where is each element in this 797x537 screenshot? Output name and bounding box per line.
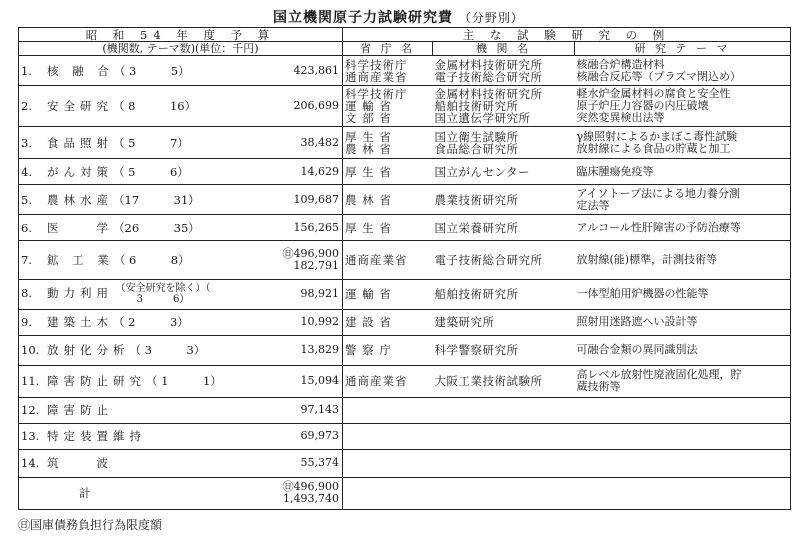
institute-line: 農業技術研究所 <box>434 192 519 207</box>
amount-cell <box>247 279 343 309</box>
amount-line: ㊐496,900 <box>282 246 340 260</box>
row-number: 14. <box>21 456 40 471</box>
institute-cell <box>433 365 575 397</box>
theme-cell <box>575 159 791 185</box>
theme-line: 蔵技術等 <box>576 380 621 394</box>
row-number: 13. <box>21 429 40 444</box>
field-cell <box>19 309 247 335</box>
field-cell <box>19 159 247 185</box>
ministry-cell <box>343 185 433 215</box>
theme-line: アイソトープ法による地力養分測 <box>576 186 740 200</box>
ministry-line: 農 林 省 <box>345 141 392 156</box>
empty-cell <box>575 477 791 509</box>
theme-line: γ線照射によるかまぼこ毒性試験 <box>576 129 738 143</box>
ministry-line: 科学技術庁 <box>345 57 408 72</box>
table-row <box>19 423 791 449</box>
table-row <box>19 365 791 397</box>
amount-line: 55,374 <box>300 456 340 470</box>
institute-line: 金属材料技術研究所 <box>434 87 543 102</box>
table-row <box>19 240 791 279</box>
field-cell <box>19 215 247 241</box>
institute-line: 電子技術総合研究所 <box>434 69 543 84</box>
theme-cell <box>575 86 791 127</box>
row-number: 9. <box>21 315 32 330</box>
theme-line: 照射用迷路遮へい設計等 <box>576 315 698 329</box>
ministry-line: 厚 生 省 <box>345 220 392 235</box>
empty-cell <box>433 477 575 509</box>
field-count: （安全研究を除く）（ 3 6） <box>115 283 211 306</box>
amount-line: 38,482 <box>300 135 340 149</box>
institute-line: 大阪工業技術試験所 <box>434 374 543 389</box>
table-row <box>19 86 791 127</box>
field-name: 食品照射 <box>47 135 113 150</box>
field-count: （ 5 6） <box>113 164 189 179</box>
theme-line: 核融合炉構造材料 <box>576 57 665 71</box>
theme-cell <box>575 309 791 335</box>
amount-line: 98,921 <box>300 287 340 301</box>
ministry-cell <box>343 398 433 424</box>
row-number: 7. <box>21 252 32 267</box>
ministry-line: 厚 生 省 <box>345 164 392 179</box>
theme-cell <box>575 398 791 424</box>
institute-cell <box>433 309 575 335</box>
ministry-line: 文 部 省 <box>345 111 392 126</box>
institute-line: 国立がんセンター <box>434 164 531 179</box>
amount-line: 423,861 <box>293 63 340 77</box>
table-row <box>19 335 791 365</box>
theme-cell <box>575 335 791 365</box>
theme-line: 原子炉圧力容器の内圧破壊 <box>576 99 709 113</box>
ministry-line: 通商産業省 <box>345 69 408 84</box>
institute-line: 科学警察研究所 <box>434 343 519 358</box>
document-title <box>0 7 797 27</box>
row-number: 6. <box>21 220 32 235</box>
ministry-line: 農 林 省 <box>345 192 392 207</box>
field-name: 建築土木 <box>47 315 113 330</box>
theme-line: 軽水炉金属材料の腐食と安全性 <box>576 87 731 101</box>
amount-line: 14,629 <box>300 164 340 178</box>
table-body <box>19 56 791 510</box>
ministry-cell <box>343 215 433 241</box>
institute-cell <box>433 279 575 309</box>
ministry-cell <box>343 240 433 279</box>
total-amount-line: 1,493,740 <box>283 492 340 506</box>
subtitle-text: （分野別） <box>458 11 524 25</box>
ministry-line: 建 設 省 <box>345 315 392 330</box>
theme-line: 一体型舶用炉機器の性能等 <box>576 287 709 301</box>
ministry-cell <box>343 126 433 158</box>
amount-cell <box>247 86 343 127</box>
field-count: （ 2 3） <box>113 315 189 330</box>
theme-line: 臨床腫瘍免疫等 <box>576 164 654 178</box>
theme-cell <box>575 56 791 86</box>
theme-line: 核融合反応等（プラズマ閉込め） <box>576 69 741 83</box>
field-name: 農林水産 <box>47 192 113 207</box>
table-row <box>19 185 791 215</box>
theme-cell <box>575 215 791 241</box>
institute-line: 国立衛生試験所 <box>434 129 519 144</box>
institute-line: 電子技術総合研究所 <box>434 252 543 267</box>
amount-line: 15,094 <box>300 374 340 388</box>
theme-line: 高レベル放射性廃液固化処理，貯 <box>576 368 742 382</box>
amount-line: 206,699 <box>293 99 340 113</box>
amount-line: 109,687 <box>293 192 340 206</box>
ministry-line: 運 輸 省 <box>345 99 392 114</box>
theme-cell <box>575 240 791 279</box>
field-count: （17 31） <box>113 192 200 207</box>
row-number: 12. <box>21 403 40 418</box>
table-row <box>19 309 791 335</box>
header-examples: 主 な 試 験 研 究 の 例 <box>343 28 791 42</box>
institute-cell <box>433 86 575 127</box>
institute-line: 船舶技術研究所 <box>434 287 519 302</box>
amount-cell <box>247 335 343 365</box>
institute-cell <box>433 398 575 424</box>
theme-cell <box>575 423 791 449</box>
ministry-line: 通商産業省 <box>345 252 408 267</box>
theme-line: 定法等 <box>576 198 610 212</box>
institute-line: 建築研究所 <box>434 315 495 330</box>
theme-cell <box>575 279 791 309</box>
institute-cell <box>433 449 575 477</box>
field-cell <box>19 279 247 309</box>
table-row <box>19 398 791 424</box>
field-cell <box>19 86 247 127</box>
table-row <box>19 56 791 86</box>
field-cell <box>19 335 247 365</box>
theme-line: 放射線による食品の貯蔵と加工 <box>576 141 731 155</box>
theme-cell <box>575 126 791 158</box>
row-number: 1. <box>21 63 32 78</box>
field-cell <box>19 185 247 215</box>
row-number: 3. <box>21 135 32 150</box>
amount-line: 13,829 <box>300 343 340 357</box>
amount-line: 182,791 <box>293 258 340 272</box>
amount-line: 10,992 <box>300 315 340 329</box>
theme-cell <box>575 365 791 397</box>
field-count: （ 3 5） <box>113 63 190 78</box>
field-cell <box>19 126 247 158</box>
theme-line: 突然変異検出法等 <box>576 111 665 125</box>
institute-cell <box>433 215 575 241</box>
field-cell <box>19 365 247 397</box>
ministry-cell <box>343 365 433 397</box>
institute-cell <box>433 423 575 449</box>
amount-cell <box>247 126 343 158</box>
ministry-cell <box>343 335 433 365</box>
table-row <box>19 159 791 185</box>
institute-line: 国立遺伝学研究所 <box>434 111 531 126</box>
field-cell <box>19 423 247 449</box>
field-name: がん対策 <box>47 164 113 179</box>
field-name: 核 融 合 <box>47 63 114 78</box>
institute-cell <box>433 185 575 215</box>
ministry-cell <box>343 449 433 477</box>
ministry-line: 厚 生 省 <box>345 129 392 144</box>
field-count: （ 6 8） <box>113 252 190 267</box>
amount-cell <box>247 423 343 449</box>
theme-line: アルコール性肝障害の予防治療等 <box>576 220 741 234</box>
total-amount <box>247 477 343 509</box>
ministry-cell <box>343 279 433 309</box>
ministry-line: 通商産業省 <box>345 374 408 389</box>
table-row <box>19 126 791 158</box>
table-row <box>19 279 791 309</box>
row-number: 4. <box>21 164 32 179</box>
theme-cell <box>575 185 791 215</box>
field-name: 筑 波 <box>47 456 113 471</box>
institute-cell <box>433 335 575 365</box>
institute-line: 国立栄養研究所 <box>434 220 519 235</box>
field-count: （ 3 3） <box>129 343 206 358</box>
ministry-line: 科学技術庁 <box>345 87 408 102</box>
title-text: 国立機関原子力試験研究費 <box>273 10 454 26</box>
row-number: 8. <box>21 286 32 301</box>
amount-cell <box>247 56 343 86</box>
budget-table <box>18 27 791 510</box>
theme-line: 放射線(能)標準，計測技術等 <box>576 252 718 266</box>
institute-cell <box>433 159 575 185</box>
footnote: ㊐国庫債務負担行為限度額 <box>18 518 163 532</box>
header-ministry: 省 庁 名 <box>343 42 433 56</box>
row-number: 5. <box>21 192 32 207</box>
field-name: 特定装置維持 <box>47 429 146 444</box>
field-name: 医 学 <box>47 220 113 235</box>
ministry-line: 警 察 庁 <box>345 343 392 358</box>
amount-cell <box>247 240 343 279</box>
field-name: 障害防止研究 <box>47 374 146 389</box>
field-cell <box>19 56 247 86</box>
institute-cell <box>433 56 575 86</box>
row-number: 10. <box>21 343 40 358</box>
amount-cell <box>247 449 343 477</box>
total-row <box>19 477 791 509</box>
ministry-cell <box>343 86 433 127</box>
institute-line: 金属材料技術研究所 <box>434 57 543 72</box>
total-label: 計 <box>19 477 247 509</box>
field-cell <box>19 240 247 279</box>
field-name: 障害防止 <box>47 403 113 418</box>
amount-cell <box>247 159 343 185</box>
amount-line: 97,143 <box>300 403 340 417</box>
institute-line: 食品総合研究所 <box>434 141 519 156</box>
header-institute: 機 関 名 <box>433 42 575 56</box>
header-theme: 研 究 テ ー マ <box>575 42 791 56</box>
amount-line: 69,973 <box>300 429 340 443</box>
field-count: （ 5 7） <box>113 135 189 150</box>
amount-cell <box>247 398 343 424</box>
field-cell <box>19 449 247 477</box>
field-count: （26 35） <box>113 220 200 235</box>
field-count: （ 1 1） <box>146 374 222 389</box>
table-row <box>19 449 791 477</box>
amount-cell <box>247 309 343 335</box>
theme-cell <box>575 449 791 477</box>
amount-cell <box>247 365 343 397</box>
ministry-cell <box>343 159 433 185</box>
header-row-2 <box>19 42 791 56</box>
field-name: 安全研究 <box>47 99 113 114</box>
amount-cell <box>247 215 343 241</box>
header-budget: 昭 和 54 年 度 予 算 <box>19 28 343 42</box>
field-name: 動力利用 <box>47 286 113 301</box>
empty-cell <box>343 477 433 509</box>
row-number: 2. <box>21 99 32 114</box>
field-cell <box>19 398 247 424</box>
theme-line: 可融合金類の異同識別法 <box>576 343 698 357</box>
ministry-cell <box>343 309 433 335</box>
ministry-cell <box>343 56 433 86</box>
institute-cell <box>433 240 575 279</box>
field-name: 鉱 工 業 <box>47 252 114 267</box>
ministry-line: 運 輸 省 <box>345 287 392 302</box>
header-units: (機関数, テーマ数)(単位：千円) <box>19 42 343 56</box>
ministry-cell <box>343 423 433 449</box>
header-row-1 <box>19 28 791 42</box>
amount-line: 156,265 <box>293 220 340 234</box>
institute-line: 船舶技術研究所 <box>434 99 519 114</box>
table-row <box>19 215 791 241</box>
amount-cell <box>247 185 343 215</box>
field-name: 放射化分析 <box>47 343 130 358</box>
row-number: 11. <box>21 374 40 389</box>
institute-cell <box>433 126 575 158</box>
total-amount-line: ㊐496,900 <box>282 480 340 494</box>
field-count: （ 8 16） <box>113 99 197 114</box>
